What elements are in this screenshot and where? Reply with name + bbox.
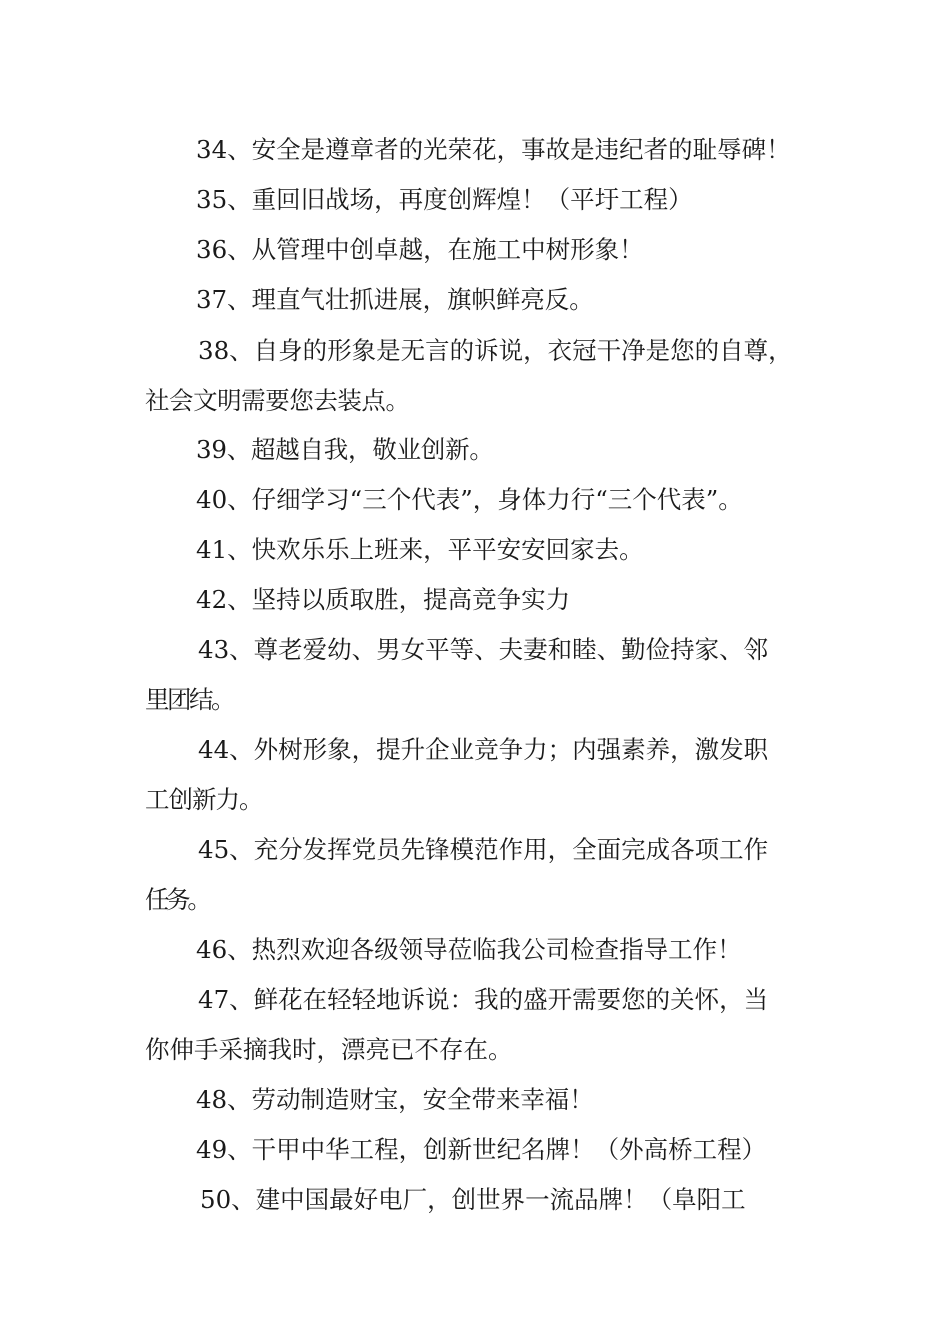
slogan-36: 36、从管理中创卓越，在施工中树形象！	[196, 235, 644, 264]
slogan-48: 48、劳动制造财宝，安全带来幸福！	[196, 1085, 594, 1114]
slogan-50: 50、建中国最好电厂，创世界一流品牌！（阜阳工	[200, 1185, 746, 1214]
slogan-37: 37、理直气壮抓进展，旗帜鲜亮反。	[196, 285, 594, 314]
slogan-44-line-1: 44、外树形象，提升企业竞争力；内强素养，激发职	[198, 735, 769, 764]
slogan-45-line-1: 45、充分发挥党员先锋模范作用，全面完成各项工作	[198, 835, 769, 864]
slogan-38-line-2: 社会文明需要您去装点。	[145, 386, 410, 415]
slogan-39: 39、超越自我，敬业创新。	[196, 435, 494, 464]
slogan-35: 35、重回旧战场，再度创辉煌！（平圩工程）	[196, 185, 693, 214]
slogan-43-line-1: 43、尊老爱幼、男女平等、夫妻和睦、勤俭持家、邻	[198, 635, 769, 664]
slogan-49: 49、干甲中华工程，创新世纪名牌！（外高桥工程）	[196, 1135, 767, 1164]
slogan-43-line-2: 里团结。	[145, 685, 233, 714]
slogan-46: 46、热烈欢迎各级领导莅临我公司检查指导工作！	[196, 935, 742, 964]
slogan-34: 34、安全是遵章者的光荣花，事故是违纪者的耻辱碑！	[196, 135, 791, 164]
slogan-44-line-2: 工创新力。	[145, 785, 263, 814]
slogan-38-line-1: 38、自身的形象是无言的诉说，衣冠干净是您的自尊，	[198, 336, 793, 365]
slogan-40: 40、仔细学习“三个代表”，身体力行“三个代表”。	[196, 485, 743, 514]
slogan-42: 42、坚持以质取胜，提高竞争实力	[196, 585, 571, 614]
slogan-47-line-2: 你伸手采摘我时，漂亮已不存在。	[145, 1035, 513, 1064]
slogan-45-line-2: 任务。	[145, 885, 209, 914]
slogan-47-line-1: 47、鲜花在轻轻地诉说：我的盛开需要您的关怀，当	[198, 985, 769, 1014]
slogan-41: 41、快欢乐乐上班来，平平安安回家去。	[196, 535, 644, 564]
